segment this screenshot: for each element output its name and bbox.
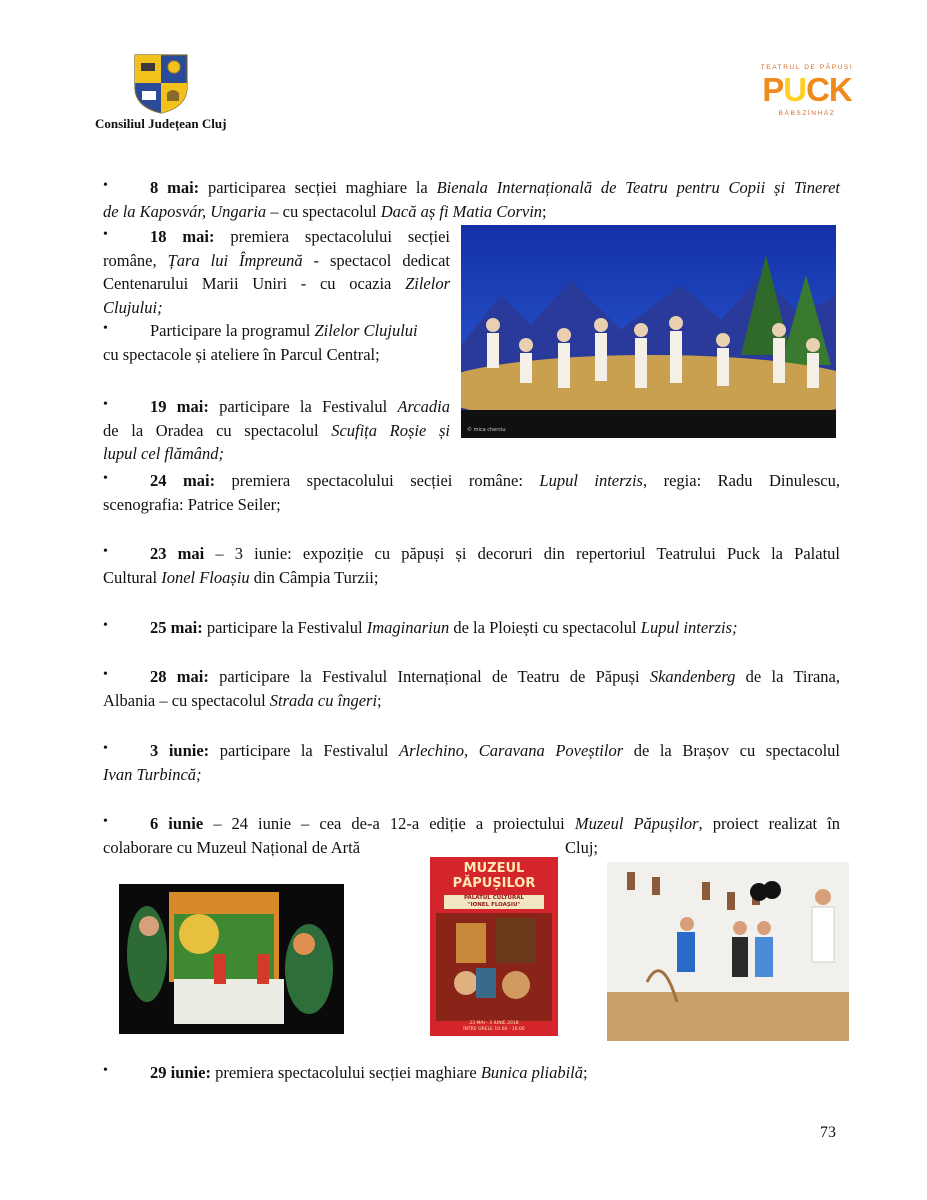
entry-3-iunie-cont: Ivan Turbincă;: [103, 764, 202, 784]
entry-8-mai: 8 mai: participarea secției maghiare la Bienala Internațională de Teatru pentru Copii și Tineret: [150, 178, 840, 197]
entry-8-mai-cont: de la Kaposvár, Ungaria – cu spectacolul Dacă aș fi Matia Corvin;: [103, 201, 547, 221]
bullet-icon: •: [103, 544, 108, 559]
svg-text:© mica cherciu: © mica cherciu: [467, 427, 506, 433]
entry-18-mai: 18 mai: premiera spectacolului secției: [150, 227, 451, 246]
bullet-icon: •: [103, 321, 108, 336]
bullet-icon: •: [103, 397, 108, 412]
entry-6-iunie: 6 iunie – 24 iunie – cea de-a 12-a ediție a proiectului Muzeul Păpușilor, proiect realizat în: [150, 814, 841, 833]
bullet-icon: •: [103, 178, 108, 193]
entry-28-mai: 28 mai: participare la Festivalul Internațional de Teatru de Păpuși Skandenberg de la Tirana,: [150, 667, 840, 686]
puppeteers-photo: [119, 884, 344, 1034]
logo-top-text: TEATRUL DE PĂPUȘI: [760, 64, 854, 71]
entry-3-iunie: 3 iunie: participare la Festivalul Arlechino, Caravana Poveștilor de la Brașov cu spectacolul: [150, 741, 841, 760]
entry-18-mai-cont: române, Țara lui Împreună - spectacol dedicat: [103, 250, 450, 270]
entry-24-mai: 24 mai: premiera spectacolului secției române: Lupul interzis, regia: Radu Dinulescu,: [150, 471, 840, 490]
page-number: 73: [820, 1124, 836, 1141]
poster-subtitle: PALATUL CULTURAL "IONEL FLOAȘIU": [444, 895, 544, 909]
entry-28-mai-cont: Albania – cu spectacolul Strada cu îngeri;: [103, 690, 382, 710]
entry-6-iunie-cont-end: Cluj;: [565, 837, 599, 857]
entry-23-mai-cont: Cultural Ionel Floașiu din Câmpia Turzii;: [103, 567, 379, 587]
bullet-icon: •: [103, 741, 108, 756]
entry-zilele-clujului-cont: cu spectacole și ateliere în Parcul Central;: [103, 344, 380, 364]
entry-23-mai: 23 mai – 3 iunie: expoziție cu păpuși și decoruri din repertoriul Teatrului Puck la Palatul: [150, 544, 840, 563]
entry-19-mai: 19 mai: participare la Festivalul Arcadia: [150, 397, 450, 416]
poster-title: MUZEUL PĂPUȘILOR: [452, 861, 536, 891]
entry-29-iunie: 29 iunie: premiera spectacolului secției maghiare Bunica pliabilă;: [150, 1063, 588, 1082]
entry-24-mai-cont: scenografia: Patrice Seiler;: [103, 494, 281, 514]
council-name: Consiliul Județean Cluj: [95, 116, 227, 131]
entry-19-mai-cont: de la Oradea cu spectacolul Scufița Roșie și: [103, 420, 450, 440]
muzeul-papusilor-poster: [430, 857, 558, 1036]
bullet-icon: •: [103, 1063, 108, 1078]
museum-visitors-photo: [607, 862, 849, 1041]
bullet-icon: •: [103, 618, 108, 633]
stage-performance-photo: [461, 225, 836, 438]
entry-6-iunie-cont: colaborare cu Muzeul Național de Artă: [103, 837, 361, 857]
entry-19-mai-cont: lupul cel flămând;: [103, 444, 224, 463]
bullet-icon: •: [103, 814, 108, 829]
entry-18-mai-cont: Centenarului Marii Uniri - cu ocazia Zilelor: [103, 274, 450, 293]
county-coat-of-arms: [133, 53, 189, 115]
logo-bottom-text: BÁBSZÍNHÁZ: [778, 110, 836, 117]
bullet-icon: •: [103, 471, 108, 486]
bullet-icon: •: [103, 667, 108, 682]
entry-18-mai-cont: Clujului;: [103, 297, 163, 317]
logo-main-text: PUCK: [762, 71, 852, 108]
entry-25-mai: 25 mai: participare la Festivalul Imaginariun de la Ploiești cu spectacolul Lupul interzis;: [150, 618, 738, 637]
puck-theatre-logo: [752, 64, 862, 122]
poster-dates: 23 MAI - 3 IUNIE 2018 ÎNTRE ORELE 10.00 - 16.00: [463, 1021, 525, 1032]
bullet-icon: •: [103, 227, 108, 242]
entry-zilele-clujului: Participare la programul Zilelor Clujului: [150, 321, 418, 340]
